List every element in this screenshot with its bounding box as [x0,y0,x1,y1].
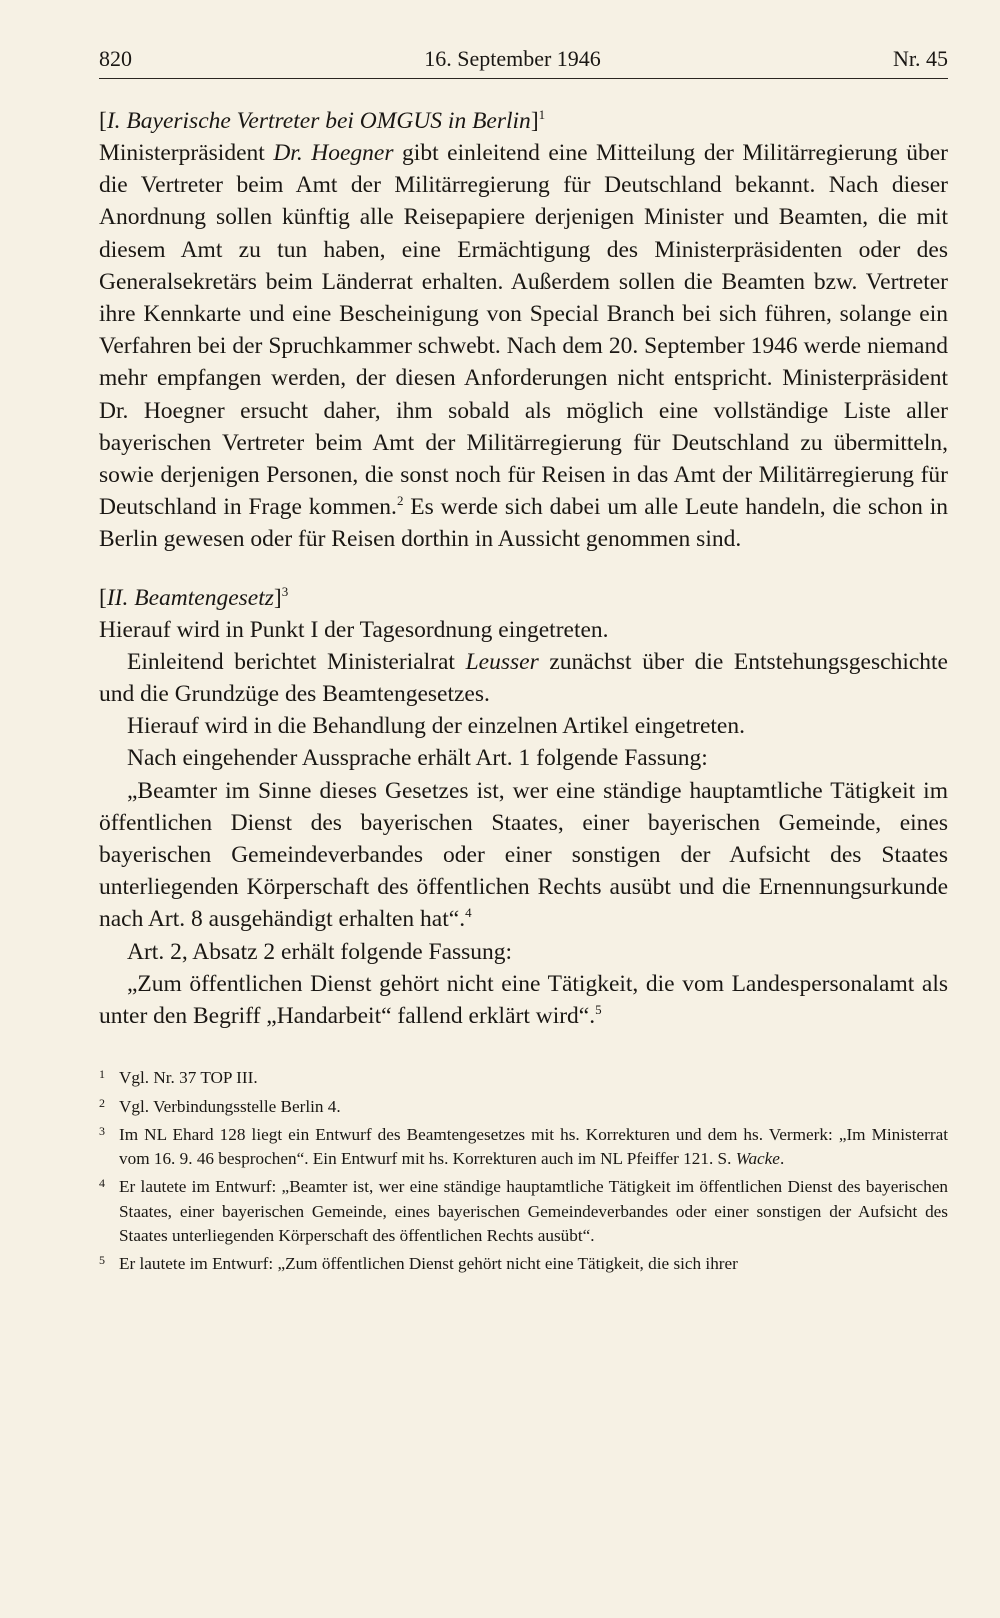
text-run: „Zum öffentlichen Dienst gehört nicht eine Tätigkeit, die vom Landespersonalamt als unter den Begriff „Handarbeit“ fallend erklärt wird“. [99,970,948,1030]
page-number: 820 [99,46,132,71]
quoted-article [99,775,948,936]
document-number: Nr. 45 [893,46,948,71]
footnote-text: . [779,1149,785,1169]
footnote-ref[interactable]: 4 [465,905,472,921]
paragraph [99,137,948,556]
footnote-number: 2 [99,1095,105,1110]
footnotes [99,1066,948,1276]
text-run: gibt einleitend eine Mitteilung der Militärregierung über die Vertreter beim Amt der Militärregierung für Deutschland bekannt. Nach dieser Anordnung sollen künftig alle Reisepapiere derjenigen Minister und Beamten, die mit diesem Amt zu tun haben, eine Ermächtigung des Ministerpräsidenten oder des Generalsekretärs beim Länderrat erhalten. Außerdem sollen die Beamten bzw. Vertreter ihre Kennkarte und eine Bescheinigung von Special Branch bei sich führen, solange ein Verfahren bei der Spruchkammer schwebt. Nach dem 20. September 1946 werde niemand mehr empfangen werden, der diesen Anforderungen nicht entspricht. Ministerpräsident Dr. Hoegner ersucht daher, ihm sobald als möglich eine vollständige Liste aller bayerischen Vertreter beim Amt der Militärregierung für Deutschland zu übermitteln, sowie derjenigen Personen, die sonst noch für Reisen in das Amt der Militärregierung für Deutschland in Frage kommen. [99,140,948,521]
paragraph: Hierauf wird in Punkt I der Tagesordnung eingetreten. [99,616,609,643]
footnote-ref[interactable]: 5 [595,1002,602,1018]
paragraph: Nach eingehender Aussprache erhält Art. 1 folgende Fassung: [127,745,708,772]
footnote [99,1123,948,1172]
text-run: „Beamter im Sinne dieses Gesetzes ist, wer eine ständige hauptamtliche Tätigkeit im öffentlichen Dienst des bayerischen Staates, einer bayerischen Gemeinde, eines bayerischen Gemeindeverbandes oder einer sonstigen der Aufsicht des Staates unterliegenden Körperschaft des öffentlichen Rechts ausübt und die Ernennungsurkunde nach Art. 8 ausgehändigt erhalten hat“. [99,777,948,933]
bracket-open: [ [99,584,107,611]
footnote [99,1066,948,1090]
footnote-ref[interactable]: 3 [281,583,289,599]
section-title-text: II. Beamtengesetz [106,584,274,611]
footnote [99,1095,948,1119]
author-name: Wacke [735,1149,780,1169]
person-name: Dr. Hoegner [273,140,394,166]
running-header [99,44,948,79]
section-omgus [99,105,948,556]
bracket-close: ] [273,584,282,611]
bracket-close: ] [530,108,539,134]
paragraph: Hierauf wird in die Behandlung der einzelnen Artikel eingetreten. [127,713,745,740]
section-beamtengesetz [99,582,948,1033]
section-title [99,582,948,614]
paragraph [99,646,948,710]
footnote-text: Im NL Ehard 128 liegt ein Entwurf des Beamtengesetzes mit hs. Korrekturen und dem hs. Vermerk: „Im Ministerrat vom 16. 9. 46 besprochen“. Ein Entwurf mit hs. Korrekturen auch im NL Pfeiffer 121. S. [119,1124,948,1169]
text-run: Einleitend berichtet Ministerialrat [127,648,466,675]
header-date: 16. September 1946 [424,46,601,71]
footnote-ref[interactable]: 2 [396,493,404,509]
footnote-text: Vgl. Nr. 37 TOP III. [119,1068,258,1088]
section-title-text: I. Bayerische Vertreter bei OMGUS in Berlin [106,108,531,134]
footnote-number: 1 [99,1067,105,1082]
person-name: Leusser [465,648,539,675]
quoted-article [99,968,948,1032]
footnote-ref[interactable]: 1 [538,107,546,123]
footnote-text: Er lautete im Entwurf: „Beamter ist, wer eine ständige hauptamtliche Tätigkeit im öffentlichen Dienst des bayerischen Staates, einer bayerischen Gemeinde, eines bayerischen Gemeindeverbandes oder einer sonstigen der Aufsicht des Staates unterliegenden Körperschaft des öffentlichen Rechts ausübt“. [119,1177,948,1246]
text-run: Ministerpräsident [99,140,274,166]
footnote-text: Er lautete im Entwurf: „Zum öffentlichen Dienst gehört nicht eine Tätigkeit, die sich ihrer [119,1254,738,1274]
footnote-text: Vgl. Verbindungsstelle Berlin 4. [119,1096,341,1116]
text-run: zunächst über die Entstehungsgeschichte und die Grundzüge des Beamtengesetzes. [99,648,948,708]
footnote-number: 5 [99,1253,105,1268]
footnote [99,1252,948,1276]
bracket-open: [ [99,108,107,134]
footnote-number: 3 [99,1123,105,1138]
paragraph: Art. 2, Absatz 2 erhält folgende Fassung: [127,938,513,965]
footnote [99,1175,948,1248]
footnote-number: 4 [99,1176,105,1191]
section-title [99,105,948,137]
text-run: Es werde sich dabei um alle Leute handeln, die schon in Berlin gewesen oder für Reisen dorthin in Aussicht genommen sind. [99,494,948,553]
